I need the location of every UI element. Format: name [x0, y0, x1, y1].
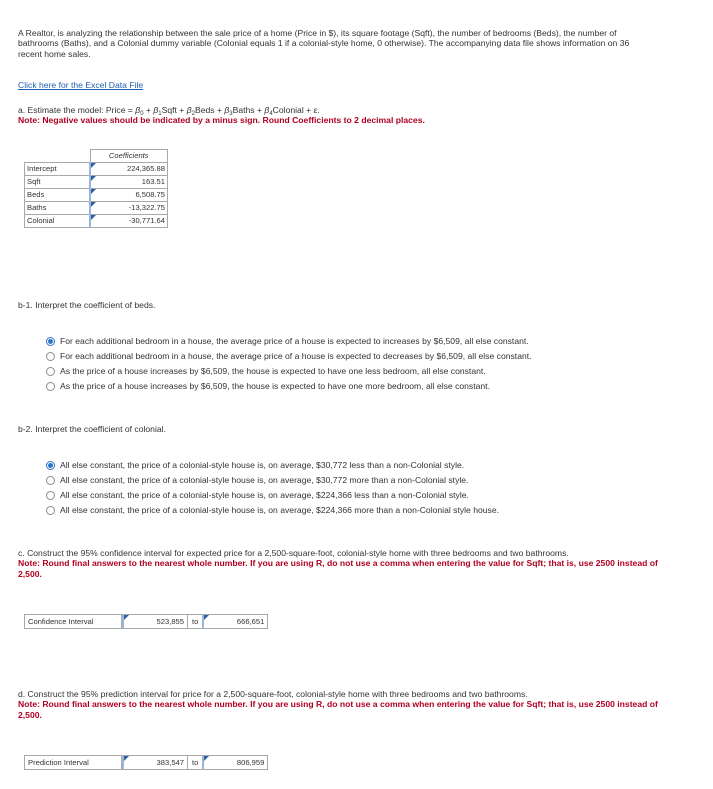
part-a-prompt — [18, 105, 658, 126]
formula-beta-3: β — [224, 105, 230, 115]
option-label: As the price of a house increases by $6,509, the house is expected to have one more bedroom, all else constant. — [60, 381, 490, 392]
option-label: All else constant, the price of a colonial-style house is, on average, $30,772 more than a non-Colonial style. — [60, 475, 469, 486]
b2-options — [46, 458, 499, 518]
formula-sub-0: 0 — [140, 111, 144, 117]
formula-plus-5: + — [303, 105, 314, 115]
formula-sub-4: 4 — [269, 111, 273, 117]
formula-sub-2: 2 — [191, 111, 195, 117]
formula-var-beds: Beds — [194, 105, 215, 115]
option-label: All else constant, the price of a colonial-style house is, on average, $30,772 less than a non-Colonial style. — [60, 460, 465, 471]
formula-var-baths: Baths — [232, 105, 255, 115]
radio-icon[interactable] — [46, 491, 55, 500]
prediction-interval-row — [24, 755, 268, 770]
part-c-question: c. Construct the 95% confidence interval for expected price for a 2,500-square-foot, colonial-style home with three bedrooms and two bathrooms. — [18, 548, 569, 558]
part-a-prefix: a. Estimate the model: — [18, 105, 106, 115]
table-row — [25, 176, 168, 189]
coef-label: Sqft — [25, 176, 91, 189]
b1-option[interactable] — [46, 379, 532, 394]
table-row — [25, 215, 168, 228]
radio-icon[interactable] — [46, 506, 55, 515]
table-row — [25, 189, 168, 202]
b2-option[interactable] — [46, 488, 499, 503]
b2-option[interactable] — [46, 458, 499, 473]
part-a-note: Note: Negative values should be indicated by a minus sign. Round Coefficients to 2 decimal places. — [18, 115, 425, 126]
b1-option[interactable] — [46, 364, 532, 379]
option-label: All else constant, the price of a colonial-style house is, on average, $224,366 more than a non-Colonial style house. — [60, 505, 500, 516]
formula-plus-3: + — [214, 105, 225, 115]
coef-label: Intercept — [25, 163, 91, 176]
option-label: All else constant, the price of a colonial-style house is, on average, $224,366 less than a non-Colonial style. — [60, 490, 469, 501]
ci-to-label: to — [188, 614, 202, 629]
table-row — [25, 202, 168, 215]
pi-upper-input[interactable]: 806,959 — [202, 755, 268, 770]
coef-input-intercept[interactable]: 224,365.88 — [90, 163, 168, 176]
part-c-prompt — [18, 548, 658, 579]
ci-upper-input[interactable]: 666,651 — [202, 614, 268, 629]
formula-sub-3: 3 — [229, 111, 233, 117]
confidence-interval-label: Confidence Interval — [24, 614, 122, 629]
b2-option[interactable] — [46, 473, 499, 488]
formula-plus-4: + — [254, 105, 265, 115]
formula-sub-1: 1 — [158, 111, 162, 117]
model-formula — [106, 105, 320, 115]
b1-option[interactable] — [46, 349, 532, 364]
formula-var-sqft: Sqft — [161, 105, 177, 115]
coef-input-beds[interactable]: 6,508.75 — [90, 189, 168, 202]
radio-selected-icon[interactable] — [46, 461, 55, 470]
formula-plus-1: + — [143, 105, 154, 115]
formula-beta-2: β — [186, 105, 192, 115]
confidence-interval-row — [24, 614, 268, 629]
formula-beta-4: β — [264, 105, 270, 115]
radio-selected-icon[interactable] — [46, 337, 55, 346]
part-d-question: d. Construct the 95% prediction interval for price for a 2,500-square-foot, colonial-style home with three bedrooms and two bathrooms. — [18, 689, 528, 699]
radio-icon[interactable] — [46, 476, 55, 485]
radio-icon[interactable] — [46, 382, 55, 391]
b1-options — [46, 334, 532, 394]
formula-end: . — [317, 105, 320, 115]
excel-data-link[interactable]: Click here for the Excel Data File — [18, 80, 144, 90]
coef-header-blank — [25, 150, 91, 163]
formula-plus-2: + — [176, 105, 187, 115]
part-d-note: Note: Round final answers to the nearest whole number. If you are using R, do not use a comma when entering the value for Sqft; that is, use 2500 instead of 2,500. — [18, 699, 658, 720]
b1-question: b-1. Interpret the coefficient of beds. — [18, 300, 156, 310]
coef-input-colonial[interactable]: -30,771.64 — [90, 215, 168, 228]
coef-header: Coefficients — [90, 150, 168, 163]
radio-icon[interactable] — [46, 367, 55, 376]
option-label: For each additional bedroom in a house, the average price of a house is expected to decreases by $6,509, all else constant. — [60, 351, 532, 362]
ci-lower-input[interactable]: 523,855 — [122, 614, 188, 629]
radio-icon[interactable] — [46, 352, 55, 361]
coef-label: Baths — [25, 202, 91, 215]
formula-epsilon: ε — [313, 105, 318, 115]
part-d-prompt — [18, 689, 658, 720]
formula-eq: = — [125, 105, 136, 115]
option-label: As the price of a house increases by $6,509, the house is expected to have one less bedroom, all else constant. — [60, 366, 486, 377]
option-label: For each additional bedroom in a house, the average price of a house is expected to increases by $6,509, all else constant. — [60, 336, 529, 347]
formula-price: Price — [105, 105, 126, 115]
coef-label: Beds — [25, 189, 91, 202]
coef-header-row — [25, 150, 168, 163]
coef-label: Colonial — [25, 215, 91, 228]
b2-question: b-2. Interpret the coefficient of colonial. — [18, 424, 166, 434]
coefficients-table — [24, 149, 168, 228]
prediction-interval-label: Prediction Interval — [24, 755, 122, 770]
part-c-note: Note: Round final answers to the nearest whole number. If you are using R, do not use a comma when entering the value for Sqft; that is, use 2500 instead of 2,500. — [18, 558, 658, 579]
coef-input-sqft[interactable]: 163.51 — [90, 176, 168, 189]
b1-option[interactable] — [46, 334, 532, 349]
problem-intro: A Realtor, is analyzing the relationship between the sale price of a home (Price in $), its square footage (Sqft), the number of bedrooms (Beds), the number of bathrooms (Baths), and a Colonial dummy variable (Colonial equals 1 if a colonial-style home, 0 otherwise). The accompanying data file shows information on 36 recent home sales. — [18, 28, 630, 59]
formula-beta-1: β — [153, 105, 159, 115]
formula-var-colonial: Colonial — [272, 105, 304, 115]
pi-to-label: to — [188, 755, 202, 770]
table-row — [25, 163, 168, 176]
formula-beta-0: β — [135, 105, 141, 115]
coef-input-baths[interactable]: -13,322.75 — [90, 202, 168, 215]
pi-lower-input[interactable]: 383,547 — [122, 755, 188, 770]
b2-option[interactable] — [46, 503, 499, 518]
